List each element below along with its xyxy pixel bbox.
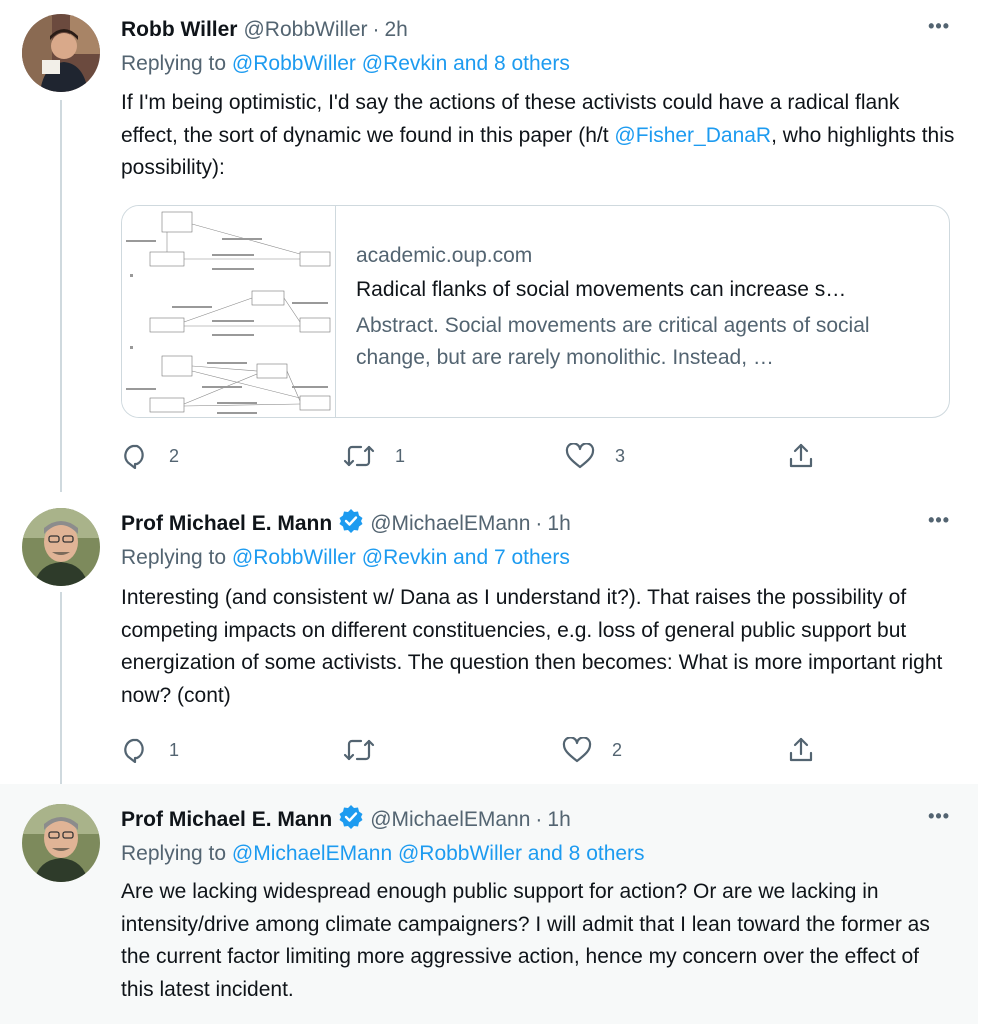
author-handle[interactable]: @MichaelEMann xyxy=(370,808,531,831)
card-domain: academic.oup.com xyxy=(356,244,533,267)
reply-icon xyxy=(121,737,149,763)
thread-line xyxy=(60,100,62,492)
more-options-icon[interactable]: ••• xyxy=(928,16,950,36)
author-name[interactable]: Robb Willer xyxy=(121,18,238,41)
author-handle[interactable]: @RobbWiller xyxy=(243,18,368,41)
reply-button[interactable] xyxy=(121,441,179,471)
share-button[interactable] xyxy=(787,441,815,471)
card-title: Radical flanks of social movements can increase s… xyxy=(356,278,847,301)
heart-icon xyxy=(562,737,592,763)
mention-link[interactable]: @Fisher_DanaR xyxy=(614,123,772,147)
avatar-michael-mann[interactable] xyxy=(22,804,100,882)
tweet-michael-mann-1[interactable] xyxy=(0,492,978,784)
tweet-time[interactable]: 1h xyxy=(547,512,571,535)
tweet-text: Are we lacking widespread enough public support for action? Or are we lacking in intensity/drive among climate campaigners? I will admit that I lean toward the former as the current factor limiting more aggressive action, hence my concern over the effect of this latest incident. xyxy=(121,880,930,1001)
more-options-icon[interactable]: ••• xyxy=(928,510,950,530)
like-button[interactable] xyxy=(562,735,622,765)
like-count: 3 xyxy=(615,445,626,466)
replying-to-mentions[interactable]: @RobbWiller @Revkin and 7 others xyxy=(231,546,570,569)
author-name[interactable]: Prof Michael E. Mann xyxy=(121,512,333,535)
tweet-text xyxy=(121,87,956,185)
replying-to-label: Replying to xyxy=(121,546,227,569)
reply-count: 1 xyxy=(169,739,180,760)
tweet-text: Interesting (and consistent w/ Dana as I understand it?). That raises the possibility of competing impacts on different constituencies, e.g. loss of general public support but energization of some activists. The question then becomes: What is more important right now? (cont) xyxy=(121,586,943,707)
replying-to xyxy=(121,546,958,570)
replying-to xyxy=(121,52,958,76)
tweet-michael-mann-2[interactable] xyxy=(0,784,978,1024)
tweet-robb-willer[interactable] xyxy=(0,0,978,492)
retweet-icon xyxy=(343,737,375,763)
replying-to xyxy=(121,842,958,866)
retweet-count: 1 xyxy=(395,445,406,466)
card-text xyxy=(356,244,929,374)
more-options-icon[interactable]: ••• xyxy=(928,806,950,826)
tweet-header xyxy=(121,804,958,836)
card-thumbnail-diagram xyxy=(122,206,336,417)
tweet-actions xyxy=(121,441,821,471)
replying-to-label: Replying to xyxy=(121,842,227,865)
card-description: Abstract. Social movements are critical agents of social change, but are rarely monolithic. Instead, … xyxy=(356,314,870,369)
avatar-robb-willer[interactable] xyxy=(22,14,100,92)
thread-line xyxy=(60,592,62,784)
separator-dot: · xyxy=(372,18,380,41)
reply-count: 2 xyxy=(169,445,180,466)
replying-to-mentions[interactable]: @MichaelEMann @RobbWiller and 8 others xyxy=(231,842,645,865)
heart-icon xyxy=(565,443,595,469)
link-card[interactable] xyxy=(121,205,950,418)
separator-dot: · xyxy=(535,512,543,535)
author-name[interactable]: Prof Michael E. Mann xyxy=(121,808,333,831)
like-button[interactable] xyxy=(565,441,625,471)
retweet-icon xyxy=(343,443,375,469)
verified-badge-icon xyxy=(338,804,364,836)
tweet-text-part1: If I'm being optimistic, I'd say the actions of these activists could have a radical flank effect, the sort of dynamic we found in this paper (h/t xyxy=(121,91,900,147)
like-count: 2 xyxy=(612,739,623,760)
reply-button[interactable] xyxy=(121,735,179,765)
tweet-time[interactable]: 1h xyxy=(547,808,571,831)
share-icon xyxy=(787,736,815,764)
author-handle[interactable]: @MichaelEMann xyxy=(370,512,531,535)
reply-icon xyxy=(121,443,149,469)
tweet-time[interactable]: 2h xyxy=(384,18,408,41)
replying-to-mentions[interactable]: @RobbWiller @Revkin and 8 others xyxy=(231,52,570,75)
tweet-header xyxy=(121,508,958,540)
retweet-button[interactable] xyxy=(343,735,395,765)
share-icon xyxy=(787,442,815,470)
tweet-text-part2: , who highlights this possibility): xyxy=(121,123,955,179)
share-button[interactable] xyxy=(787,735,815,765)
separator-dot: · xyxy=(535,808,543,831)
verified-badge-icon xyxy=(338,508,364,540)
retweet-button[interactable] xyxy=(343,441,405,471)
replying-to-label: Replying to xyxy=(121,52,227,75)
avatar-michael-mann[interactable] xyxy=(22,508,100,586)
tweet-header xyxy=(121,14,958,46)
tweet-actions xyxy=(121,735,821,765)
